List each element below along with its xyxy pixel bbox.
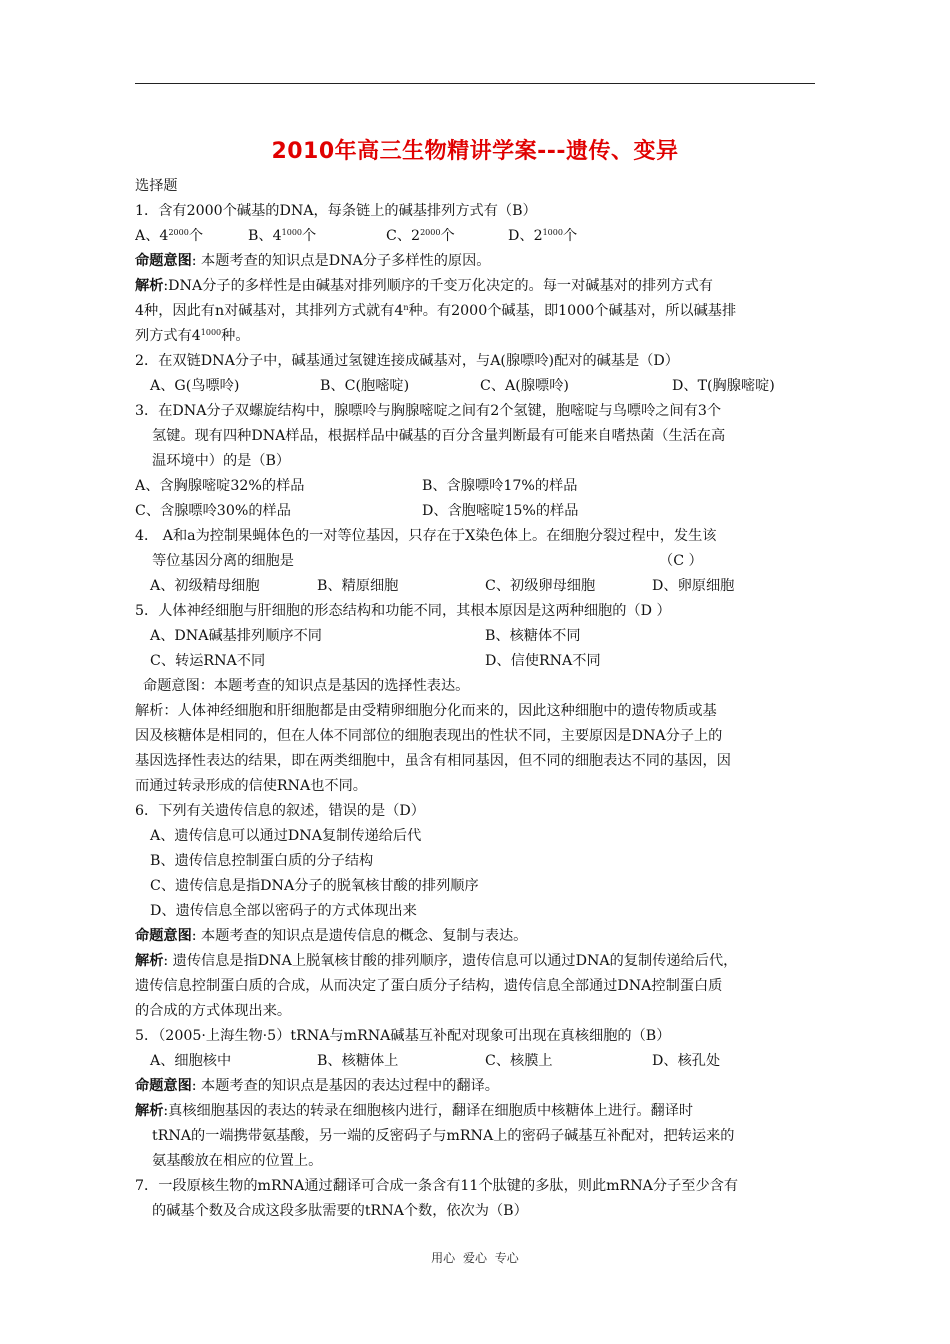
question-4-stem-line: 等位基因分离的细胞是 （C ） — [152, 553, 703, 569]
question-3-stem-line: 温环境中）的是（B） — [152, 453, 291, 469]
question-4-stem-line: 4． A和a为控制果蝇体色的一对等位基因，只存在于X染色体上。在细胞分裂过程中，发生该 — [135, 528, 717, 544]
question-5-stem: 5．人体神经细胞与肝细胞的形态结构和功能不同，其根本原因是这两种细胞的（D ） — [135, 603, 671, 619]
question-1-stem: 1．含有2000个碱基的DNA，每条链上的碱基排列方式有（B） — [135, 203, 537, 219]
question-5-analysis-line: 因及核糖体是相同的，但在人体不同部位的细胞表现出的性状不同，主要原因是DNA分子上的 — [135, 728, 723, 744]
question-5-analysis-line: 基因选择性表达的结果，即在两类细胞中，虽含有相同基因，但不同的细胞表达不同的基因，因 — [135, 753, 731, 769]
option-a: A、$4^{2000}$个 — [135, 228, 204, 244]
question-7-analysis-line: 氨基酸放在相应的位置上。 — [152, 1153, 323, 1169]
option-c: C、转运RNA不同 — [150, 653, 266, 669]
option-a: A、遗传信息可以通过DNA复制传递给后代 — [150, 828, 422, 844]
question-5-options-row — [135, 624, 815, 649]
question-1-analysis-line: 列方式有$4^{1000}$种。 — [135, 328, 250, 344]
question-6-analysis-line: 解析: 遗传信息是指DNA上脱氧核甘酸的排列顺序，遗传信息可以通过DNA的复制传递给后代， — [135, 953, 738, 969]
option-b: B、核糖体不同 — [485, 628, 581, 644]
question-3-options-row — [135, 499, 815, 524]
option-d: D、遗传信息全部以密码子的方式体现出来 — [150, 903, 417, 919]
page-footer: 用心 爱心 专心 — [431, 1251, 519, 1265]
question-7-stem: 5．（2005·上海生物·5）tRNA与mRNA碱基互补配对现象可出现在真核细胞的（B） — [135, 1028, 671, 1044]
question-1-options — [135, 224, 815, 249]
question-7-analysis-line: tRNA的一端携带氨基酸，另一端的反密码子与mRNA上的密码子碱基互补配对，把转运来的 — [152, 1128, 735, 1144]
option-c: C、$2^{2000}$个 — [386, 228, 455, 244]
option-b: B、核糖体上 — [317, 1053, 399, 1069]
option-c: C、A(腺嘌呤) — [480, 378, 569, 394]
option-b: B、遗传信息控制蛋白质的分子结构 — [150, 853, 374, 869]
question-1-analysis-line: 4种，因此有n对碱基对，其排列方式就有4$^n$种。有2000个碱基，即1000个碱基对，所以碱基排 — [135, 303, 737, 319]
question-2-options — [135, 374, 815, 399]
question-3-stem-line: 氢键。现有四种DNA样品，根据样品中碱基的百分含量判断最有可能来自嗜热菌（生活在高 — [152, 428, 726, 444]
question-3-stem-line: 3．在DNA分子双螺旋结构中，腺嘌呤与胸腺嘧啶之间有2个氢键，胞嘧啶与鸟嘌呤之间有3个 — [135, 403, 722, 419]
option-a: A、G(鸟嘌呤) — [150, 378, 240, 394]
option-d: D、核孔处 — [652, 1053, 721, 1069]
question-7-options — [135, 1049, 815, 1074]
question-6-intent: 命题意图: 本题考查的知识点是遗传信息的概念、复制与表达。 — [135, 928, 528, 944]
option-b: B、C(胞嘧啶) — [320, 378, 410, 394]
option-d: D、$2^{1000}$个 — [508, 228, 578, 244]
question-6-stem: 6．下列有关遗传信息的叙述，错误的是（D） — [135, 803, 425, 819]
question-4-options — [135, 574, 815, 599]
option-a: A、初级精母细胞 — [150, 578, 260, 594]
option-d: D、T(胸腺嘧啶) — [672, 378, 775, 394]
option-b: B、含腺嘌呤17%的样品 — [422, 478, 578, 494]
option-d: D、信使RNA不同 — [485, 653, 601, 669]
question-1-analysis-line: 解析:DNA分子的多样性是由碱基对排列顺序的千变万化决定的。每一对碱基对的排列方式有 — [135, 278, 713, 294]
question-6-analysis-line: 的合成的方式体现出来。 — [135, 1003, 292, 1019]
option-a: A、含胸腺嘧啶32%的样品 — [135, 478, 305, 494]
section-heading: 选择题 — [135, 178, 178, 194]
question-5-analysis-line: 而通过转录形成的信使RNA也不同。 — [135, 778, 367, 794]
question-8-stem-line: 7．一段原核生物的mRNA通过翻译可合成一条含有11个肽键的多肽，则此mRNA分子至少含有 — [135, 1178, 739, 1194]
question-5-intent: 命题意图：本题考查的知识点是基因的选择性表达。 — [143, 678, 470, 694]
question-3-options-row — [135, 474, 815, 499]
option-b: B、精原细胞 — [317, 578, 399, 594]
question-7-intent: 命题意图: 本题考查的知识点是基因的表达过程中的翻译。 — [135, 1078, 499, 1094]
page-title: 2010年高三生物精讲学案---遗传、变异 — [271, 139, 679, 164]
option-d: D、含胞嘧啶15%的样品 — [422, 503, 579, 519]
option-c: C、初级卵母细胞 — [485, 578, 596, 594]
option-a: A、细胞核中 — [150, 1053, 232, 1069]
question-1-intent: 命题意图: 本题考查的知识点是DNA分子多样性的原因。 — [135, 253, 491, 269]
question-8-stem-line: 的碱基个数及合成这段多肽需要的tRNA个数，依次为（B） — [152, 1203, 528, 1219]
option-c: C、核膜上 — [485, 1053, 553, 1069]
option-c: C、含腺嘌呤30%的样品 — [135, 503, 291, 519]
header-rule — [135, 83, 815, 84]
option-c: C、遗传信息是指DNA分子的脱氧核甘酸的排列顺序 — [150, 878, 479, 894]
document-body — [135, 174, 815, 1224]
option-a: A、DNA碱基排列顺序不同 — [150, 628, 322, 644]
question-6-analysis-line: 遗传信息控制蛋白质的合成，从而决定了蛋白质分子结构，遗传信息全部通过DNA控制蛋白质 — [135, 978, 723, 994]
question-4-answer: （C ） — [659, 553, 703, 569]
option-b: B、$4^{1000}$个 — [248, 228, 317, 244]
question-5-options-row — [135, 649, 815, 674]
question-7-analysis-line: 解析:真核细胞基因的表达的转录在细胞核内进行，翻译在细胞质中核糖体上进行。翻译时 — [135, 1103, 694, 1119]
question-2-stem: 2．在双链DNA分子中，碱基通过氢键连接成碱基对，与A(腺嘌呤)配对的碱基是（D） — [135, 353, 679, 369]
question-5-analysis-line: 解析：人体神经细胞和肝细胞都是由受精卵细胞分化而来的，因此这种细胞中的遗传物质或基 — [135, 703, 717, 719]
option-d: D、卵原细胞 — [652, 578, 735, 594]
